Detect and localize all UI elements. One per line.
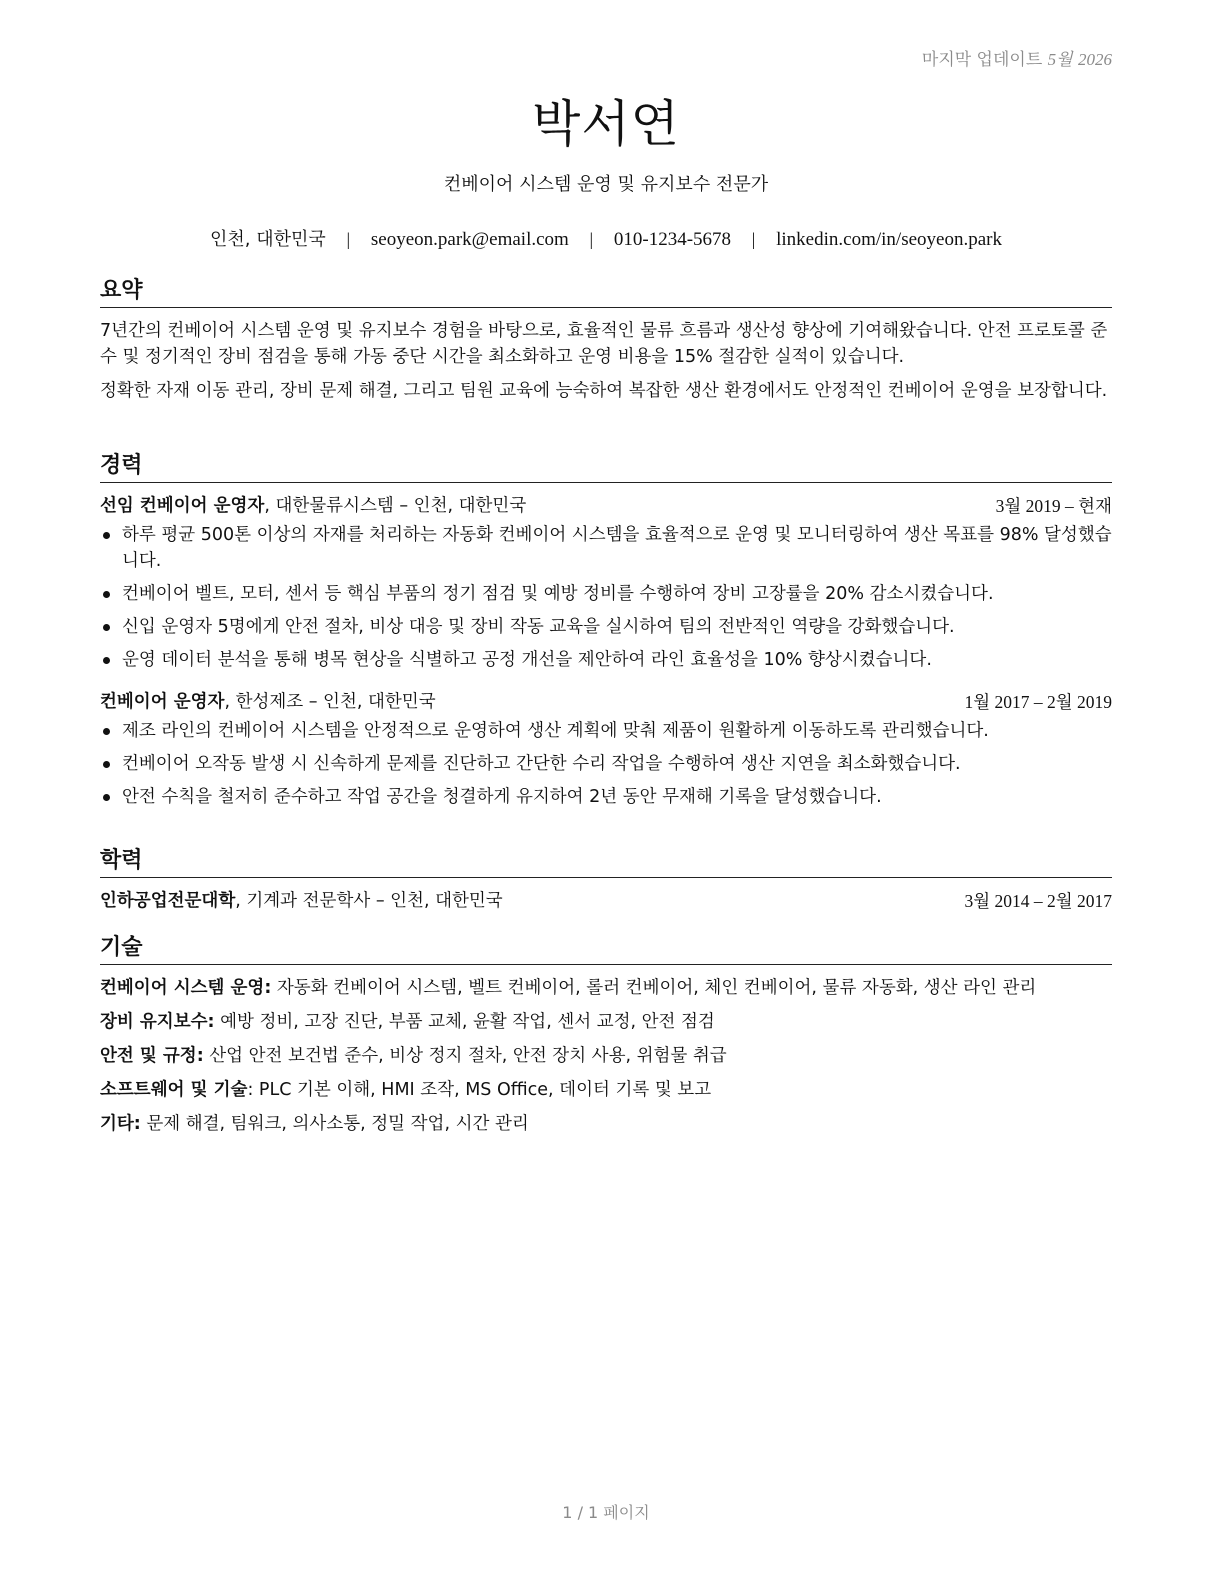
skill-label: 안전 및 규정: (100, 1046, 204, 1066)
last-updated-month: 5월 (1047, 50, 1073, 69)
bullet-icon (103, 591, 110, 598)
job-role-company (100, 493, 526, 519)
job-entry-1 (100, 493, 1112, 673)
job-header (100, 493, 1112, 519)
summary-title: 요약 (100, 277, 1112, 308)
contact-separator: | (751, 229, 756, 249)
contact-separator: | (346, 229, 351, 249)
job-role-company (100, 689, 436, 715)
summary-section (100, 277, 1112, 412)
skill-label: 장비 유지보수: (100, 1012, 215, 1032)
bullet-text: 컨베이어 오작동 발생 시 신속하게 문제를 진단하고 간단한 수리 작업을 수행하여 생산 지연을 최소화했습니다. (122, 754, 961, 774)
summary-paragraph-2: 정확한 자재 이동 관리, 장비 문제 해결, 그리고 팀원 교육에 능숙하여 복잡한 생산 환경에서도 안정적인 컨베이어 운영을 보장합니다. (100, 381, 1108, 401)
job-dates: 3월 2019 – 현재 (995, 496, 1112, 516)
candidate-name: 박서연 (532, 95, 680, 153)
contact-separator: | (589, 229, 594, 249)
skill-row (100, 1009, 1112, 1035)
job-role: 선임 컨베이어 운영자 (100, 496, 265, 516)
bullet-text: 제조 라인의 컨베이어 시스템을 안정적으로 운영하여 생산 계획에 맞춰 제품이 원활하게 이동하도록 관리했습니다. (122, 721, 989, 741)
education-school-detail (100, 888, 503, 914)
job-company: , 대한물류시스템 – 인천, 대한민국 (264, 496, 527, 516)
bullet-icon (103, 624, 110, 631)
list-item (100, 581, 1112, 607)
education-title: 학력 (100, 847, 1112, 878)
job-entry-2 (100, 689, 1112, 810)
skill-label: 컨베이어 시스템 운영: (100, 978, 272, 998)
bullet-icon (103, 794, 110, 801)
list-item (100, 751, 1112, 777)
list-item (100, 522, 1112, 574)
education-entry (100, 888, 1112, 914)
job-header (100, 689, 1112, 715)
experience-section (100, 452, 1112, 817)
bullet-text: 컨베이어 벨트, 모터, 센서 등 핵심 부품의 정기 점검 및 예방 정비를 수행하여 장비 고장률을 20% 감소시켰습니다. (122, 584, 994, 604)
contact-line (100, 225, 1112, 251)
job-company: , 한성제조 – 인천, 대한민국 (224, 692, 436, 712)
skill-row (100, 975, 1112, 1001)
bullet-text: 안전 수칙을 철저히 준수하고 작업 공간을 청결하게 유지하여 2년 동안 무재해 기록을 달성했습니다. (122, 787, 882, 807)
last-updated-label: 마지막 업데이트 (921, 50, 1043, 70)
contact-email[interactable]: seoyeon.park@email.com (370, 229, 569, 250)
list-item (100, 647, 1112, 673)
bullet-icon (103, 532, 110, 539)
page-indicator: 1 / 1 페이지 (562, 1503, 650, 1522)
skills-title: 기술 (100, 934, 1112, 965)
skills-section (100, 934, 1112, 1145)
candidate-tagline: 컨베이어 시스템 운영 및 유지보수 전문가 (443, 174, 769, 195)
experience-title: 경력 (100, 452, 1112, 483)
skill-value: 예방 정비, 고장 진단, 부품 교체, 윤활 작업, 센서 교정, 안전 점검 (214, 1012, 715, 1032)
skill-label: 소프트웨어 및 기술 (100, 1080, 248, 1100)
skill-value: 자동화 컨베이어 시스템, 벨트 컨베이어, 롤러 컨베이어, 체인 컨베이어, 물류 자동화, 생산 라인 관리 (271, 978, 1037, 998)
job-role: 컨베이어 운영자 (100, 692, 225, 712)
list-item (100, 614, 1112, 640)
education-school: 인하공업전문대학 (100, 891, 236, 911)
bullet-text: 운영 데이터 분석을 통해 병목 현상을 식별하고 공정 개선을 제안하여 라인 효율성을 10% 향상시켰습니다. (122, 650, 932, 670)
skill-row (100, 1111, 1112, 1137)
bullet-icon (103, 657, 110, 664)
last-updated (922, 45, 1112, 70)
skill-label: 기타: (100, 1114, 141, 1134)
skill-value: 산업 안전 보건법 준수, 비상 정지 절차, 안전 장치 사용, 위험물 취급 (203, 1046, 727, 1066)
bullet-text: 신입 운영자 5명에게 안전 절차, 비상 대응 및 장비 작동 교육을 실시하여 팀의 전반적인 역량을 강화했습니다. (122, 617, 955, 637)
education-dates: 3월 2014 – 2월 2017 (964, 891, 1112, 911)
bullet-icon (103, 728, 110, 735)
job-bullets (100, 718, 1112, 810)
last-updated-year: 2026 (1078, 50, 1112, 69)
skill-value: : PLC 기본 이해, HMI 조작, MS Office, 데이터 기록 및 보고 (247, 1080, 712, 1100)
list-item (100, 718, 1112, 744)
list-item (100, 784, 1112, 810)
skill-row (100, 1077, 1112, 1103)
job-dates: 1월 2017 – 2월 2019 (964, 692, 1112, 712)
contact-phone[interactable]: 010-1234-5678 (613, 229, 732, 250)
contact-location: 인천, 대한민국 (210, 229, 326, 250)
education-detail: , 기계과 전문학사 – 인천, 대한민국 (235, 891, 503, 911)
resume-page (100, 0, 1112, 1584)
job-bullets (100, 522, 1112, 673)
contact-linkedin[interactable]: linkedin.com/in/seoyeon.park (776, 229, 1002, 250)
skill-value: 문제 해결, 팀워크, 의사소통, 정밀 작업, 시간 관리 (140, 1114, 529, 1134)
skill-row (100, 1043, 1112, 1069)
education-section (100, 847, 1112, 917)
bullet-text: 하루 평균 500톤 이상의 자재를 처리하는 자동화 컨베이어 시스템을 효율적으로 운영 및 모니터링하여 생산 목표를 98% 달성했습니다. (122, 525, 1112, 571)
summary-paragraph-1: 7년간의 컨베이어 시스템 운영 및 유지보수 경험을 바탕으로, 효율적인 물류 흐름과 생산성 향상에 기여해왔습니다. 안전 프로토콜 준수 및 정기적인 장비 점검을 통해 가동 중단 시간을 최소화하고 운영 비용을 15% 절감한 실적이 있습니다. (100, 321, 1108, 367)
bullet-icon (103, 761, 110, 768)
